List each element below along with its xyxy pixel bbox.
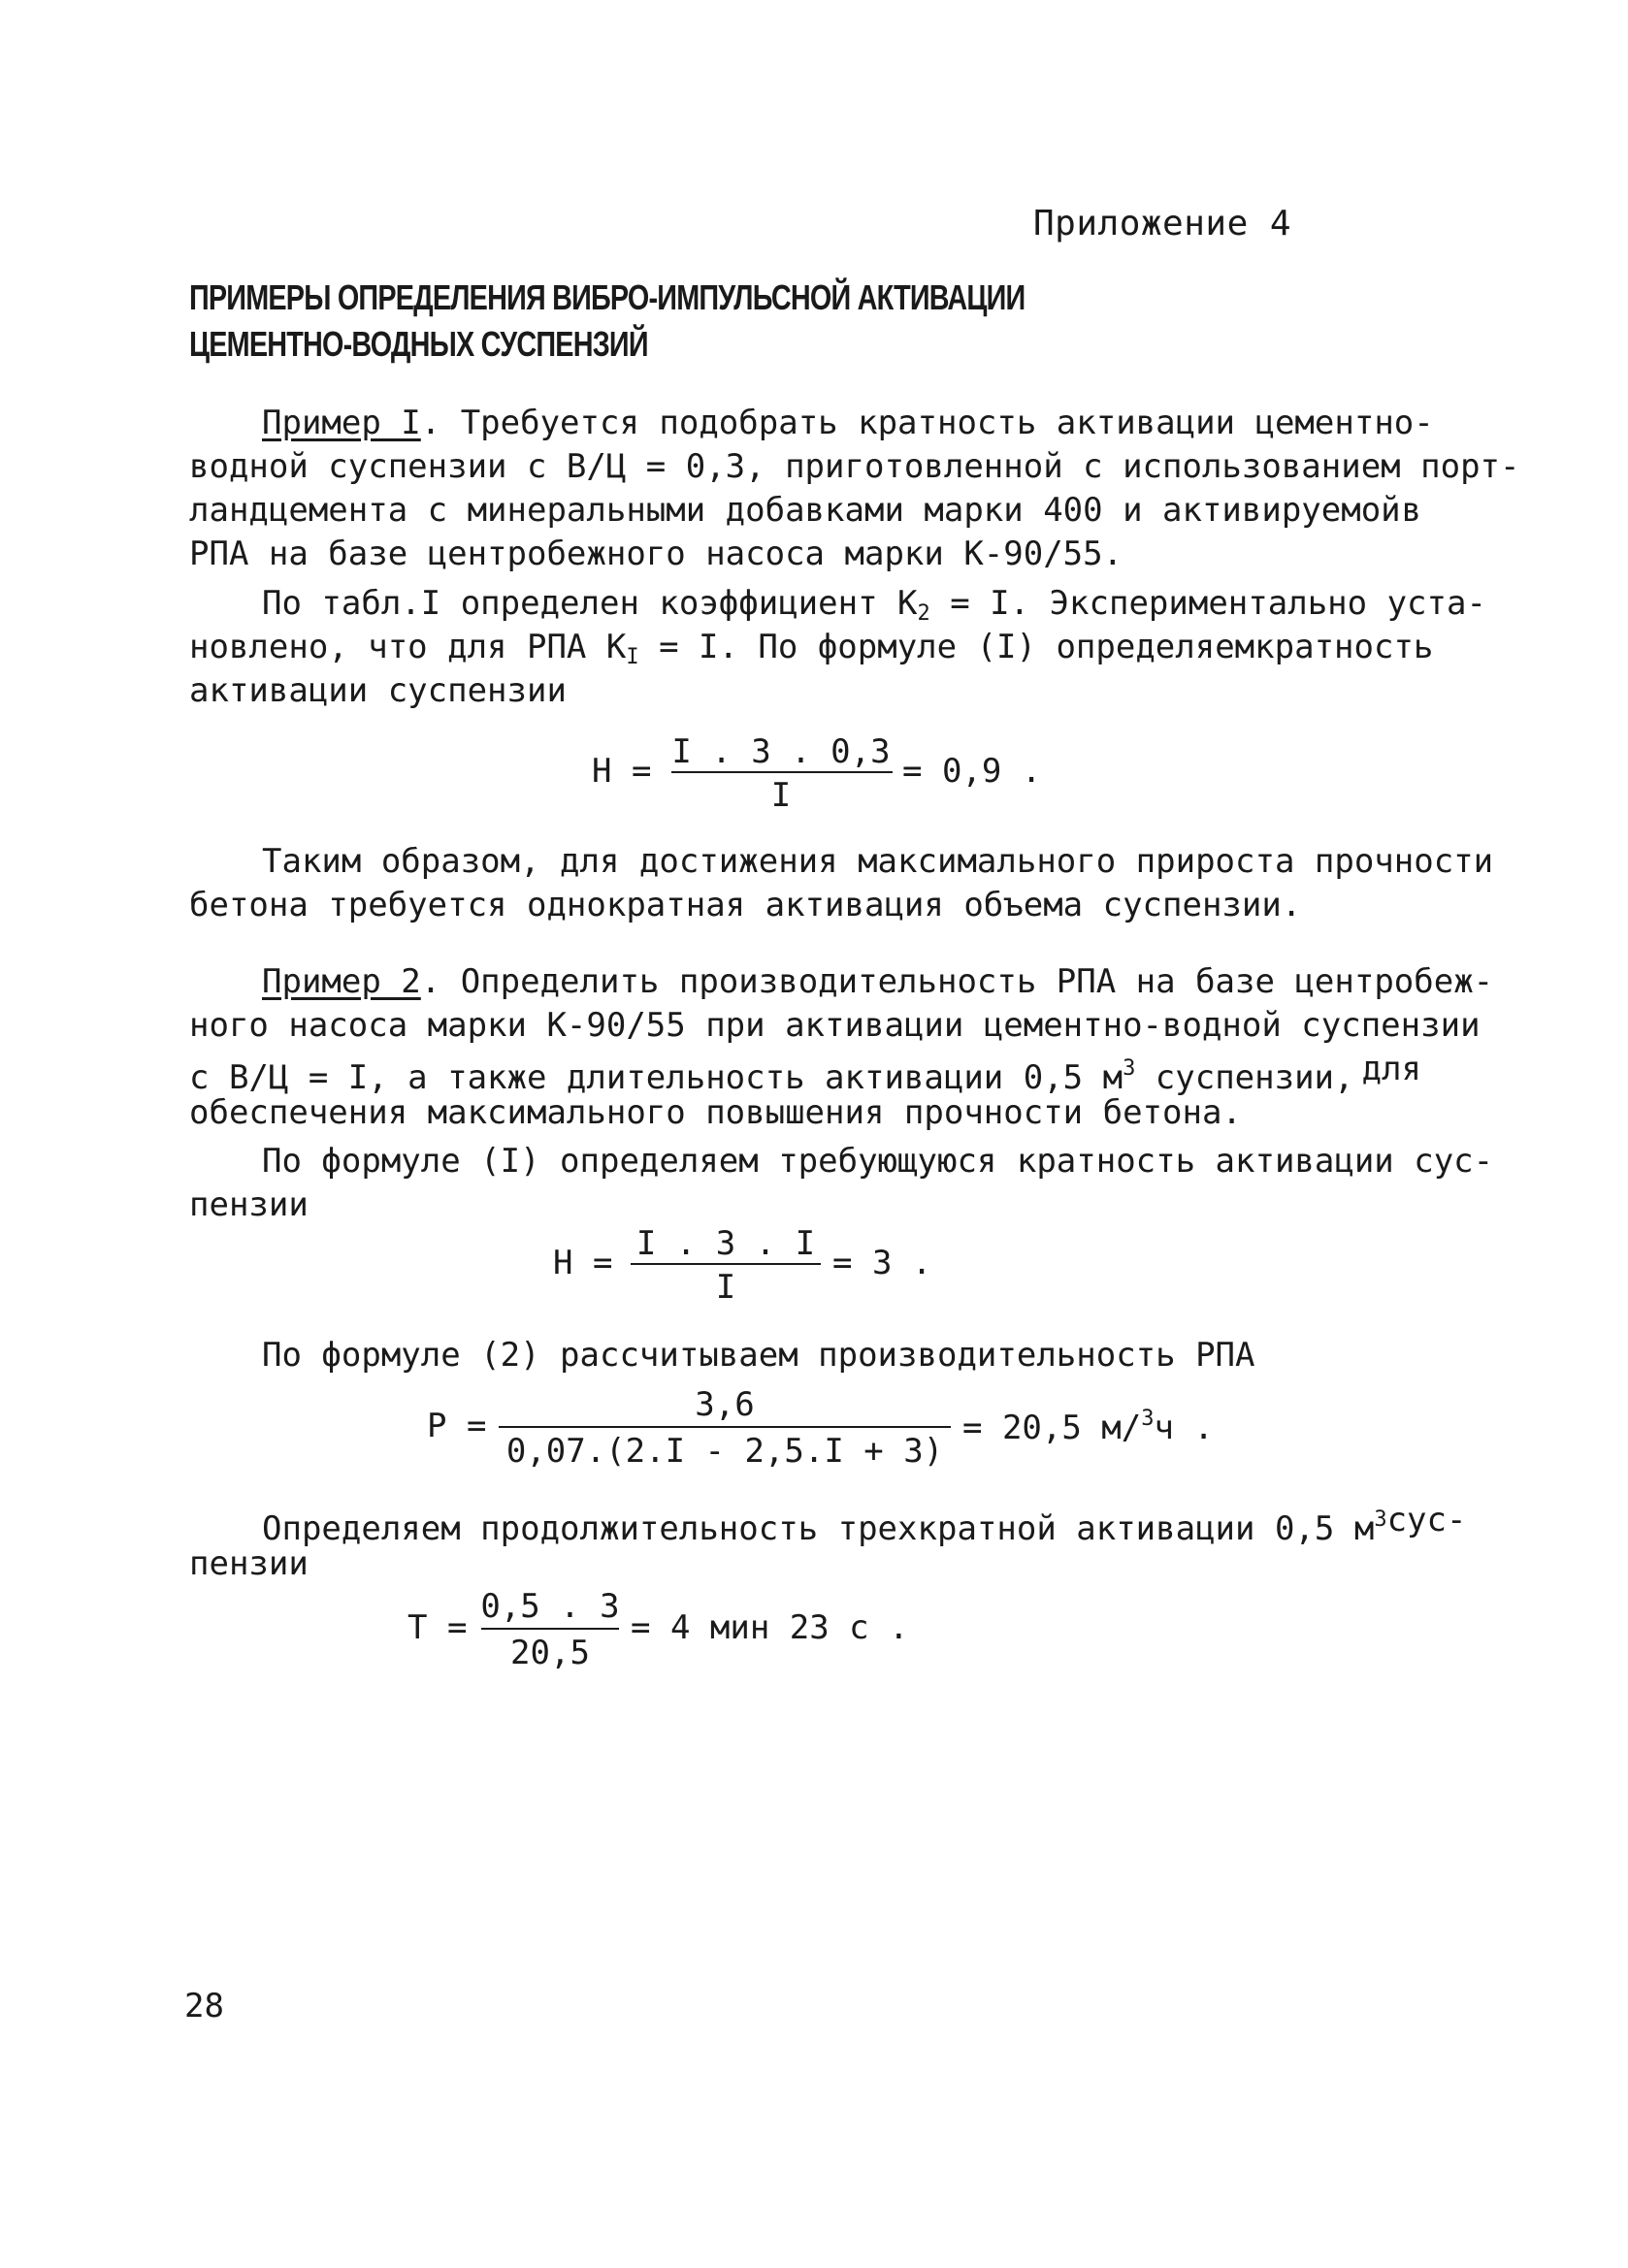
formula-t (407, 1587, 912, 1684)
formula-n1 (592, 732, 1042, 820)
example2-p4-line-1: Определяем продолжительность трехкратной активации 0,5 $м^3$ сус- (262, 1501, 1467, 1548)
example1-line-3: ландцемента с минеральными добавками марки 400 и активируемой в (189, 491, 1421, 530)
formula-denominator: I (770, 776, 792, 815)
formula-numerator: I . 3 . I (635, 1224, 816, 1263)
example1-conclusion-line-2: бетона требуется однократная активация объема суспензии. (189, 886, 1302, 924)
formula-rhs: = 20,5 м/$^3$ч . (962, 1407, 1214, 1447)
formula-lhs: Р = (427, 1407, 487, 1445)
example1-label: Пример I (262, 404, 421, 442)
formula-denominator: 20,5 (510, 1634, 590, 1672)
formula-numerator: 3,6 (695, 1385, 755, 1424)
fraction-bar (499, 1426, 951, 1428)
example1-p2-line-3: активации суспензии (189, 671, 567, 710)
example1-line-2: водной суспензии с В/Ц = 0,3, приготовленной с использованием порт- (189, 447, 1520, 486)
example2-line-4: обеспечения максимального повышения прочности бетона. (189, 1093, 1242, 1132)
formula-lhs: Т = (407, 1608, 468, 1647)
formula-denominator: I (715, 1268, 736, 1307)
example1-line-4: РПА на базе центробежного насоса марки К-90/55. (189, 535, 1123, 573)
example1-conclusion-line-1: Таким образом, для достижения максимального прироста прочности (262, 842, 1494, 881)
title-line-2: ЦЕМЕНТНО-ВОДНЫХ СУСПЕНЗИЙ (189, 324, 648, 364)
formula-rhs: = 4 мин 23 с . (631, 1608, 909, 1647)
page-number: 28 (184, 1987, 224, 2025)
formula-numerator: I . 3 . 0,3 (671, 732, 891, 771)
fraction-bar (481, 1628, 619, 1630)
example2-line-1: Пример 2. Определить производительность РПА на базе центробеж- (262, 962, 1494, 1001)
formula-numerator: 0,5 . 3 (480, 1587, 620, 1626)
formula-denominator: 0,07.(2.I - 2,5.I + 3) (505, 1432, 944, 1471)
example2-line-3: с В/Ц = I, а также длительность активации 0,5 $м^3$ суспензии, для (189, 1050, 1421, 1097)
fraction-bar (671, 771, 893, 773)
fraction-bar (631, 1263, 821, 1265)
example2-label: Пример 2 (262, 962, 421, 1001)
formula-rhs: = 0,9 . (902, 752, 1042, 791)
formula-lhs: Н = (592, 752, 652, 791)
appendix-label: Приложение 4 (1033, 204, 1292, 243)
example2-p4-line-2: пензии (189, 1544, 309, 1583)
example2-p2-line-2: пензии (189, 1185, 309, 1224)
example2-p2-line-1: По формуле (I) определяем требующуюся кратность активации сус- (262, 1142, 1494, 1181)
section-title (189, 275, 1025, 368)
formula-n2 (553, 1224, 961, 1312)
title-line-1: ПРИМЕРЫ ОПРЕДЕЛЕНИЯ ВИБРО-ИМПУЛЬСНОЙ АКТИВАЦИИ (189, 277, 1026, 317)
formula-lhs: Н = (553, 1244, 613, 1282)
formula-rhs: = 3 . (832, 1244, 932, 1282)
formula-p (427, 1385, 1214, 1482)
example1-line-1: Пример I. Требуется подобрать кратность активации цементно- (262, 404, 1434, 442)
example2-line-2: ного насоса марки К-90/55 при активации цементно-водной суспензии (189, 1006, 1481, 1045)
example2-p3: По формуле (2) рассчитываем производительность РПА (262, 1336, 1255, 1375)
example1-p2-line-1: По табл.I определен коэффициент $К_2 = I$. Экспериментально уста- (262, 584, 1486, 626)
example1-p2-line-2: новлено, что для РПА $К_I = I$. По формуле (I) определяем кратность (189, 628, 1434, 669)
